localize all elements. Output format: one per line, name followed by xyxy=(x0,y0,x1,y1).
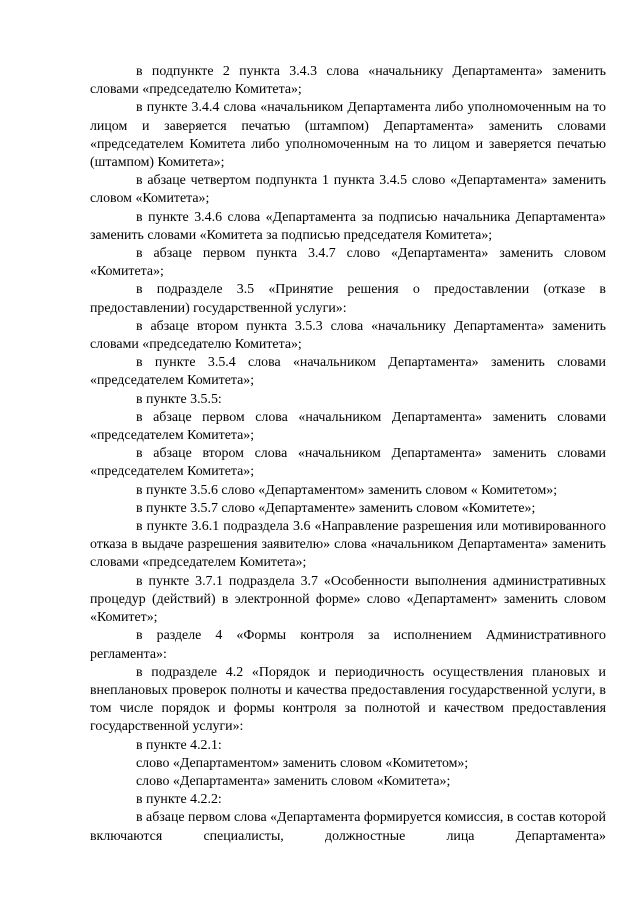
paragraph: в абзаце первом слова «Департамента формируется комиссия, в состав которой включаются специалисты, должностные лица Департамента» xyxy=(90,810,606,844)
paragraph: в подразделе 4.2 «Порядок и периодичность осуществления плановых и внеплановых проверок полноты и качества предоставления государственной услуги, в том числе порядок и формы контроля за полнотой и качеством предоставления государственной услуги»: xyxy=(90,664,606,735)
paragraph: в подразделе 3.5 «Принятие решения о предоставлении (отказе в предоставлении) государственной услуги»: xyxy=(90,282,606,316)
paragraph: слово «Департамента» заменить словом «Комитета»; xyxy=(136,773,451,789)
paragraph: в пункте 4.2.1: xyxy=(136,737,222,753)
paragraph: в абзаце втором слова «начальником Департамента» заменить словами «председателем Комитета»; xyxy=(90,446,606,480)
paragraph: в абзаце первом слова «начальником Департамента» заменить словами «председателем Комитета»; xyxy=(90,409,606,444)
paragraph: в пункте 3.5.7 слово «Департаменте» заменить словом «Комитете»; xyxy=(136,500,536,516)
paragraph: в пункте 3.7.1 подраздела 3.7 «Особенности выполнения административных процедур (действий) в электронной форме» слово «Департамент» заменить словом «Комитет»; xyxy=(90,573,606,626)
paragraph: в пункте 4.2.2: xyxy=(136,792,222,808)
paragraph: в абзаце втором пункта 3.5.3 слова «начальнику Департамента» заменить словами «председателю Комитета»; xyxy=(90,318,606,353)
paragraph: в пункте 3.4.4 слова «начальником Департамента либо уполномоченным на то лицом и заверяется печатью (штампом) Департамента» заменить словами «председателем Комитета либо уполномоченным на то лицом и заверяется печатью (штампом) Комитета»; xyxy=(90,100,606,171)
paragraph: в абзаце первом пункта 3.4.7 слово «Департамента» заменить словом «Комитета»; xyxy=(90,246,606,280)
paragraph: в абзаце четвертом подпункта 1 пункта 3.4.5 слово «Департамента» заменить словом «Комитета»; xyxy=(90,173,606,207)
document-body xyxy=(90,63,606,846)
paragraph: в пункте 3.5.5: xyxy=(136,391,222,407)
paragraph: в разделе 4 «Формы контроля за исполнением Административного регламента»: xyxy=(90,628,606,662)
paragraph: в пункте 3.6.1 подраздела 3.6 «Направление разрешения или мотивированного отказа в выдаче разрешения заявителю» слова «начальником Департамента» заменить словами «председателем Комитета»; xyxy=(90,519,606,571)
paragraph: в пункте 3.5.6 слово «Департаментом» заменить словом « Комитетом»; xyxy=(136,482,558,498)
paragraph: в подпункте 2 пункта 3.4.3 слова «начальнику Департамента» заменить словами «председателю Комитета»; xyxy=(90,64,606,98)
paragraph: в пункте 3.5.4 слова «начальником Департамента» заменить словами «председателем Комитета»; xyxy=(90,355,606,389)
paragraph: в пункте 3.4.6 слова «Департамента за подписью начальника Департамента» заменить словами «Комитета за подписью председателя Комитета»; xyxy=(90,209,606,243)
paragraph: слово «Департаментом» заменить словом «Комитетом»; xyxy=(136,755,469,771)
